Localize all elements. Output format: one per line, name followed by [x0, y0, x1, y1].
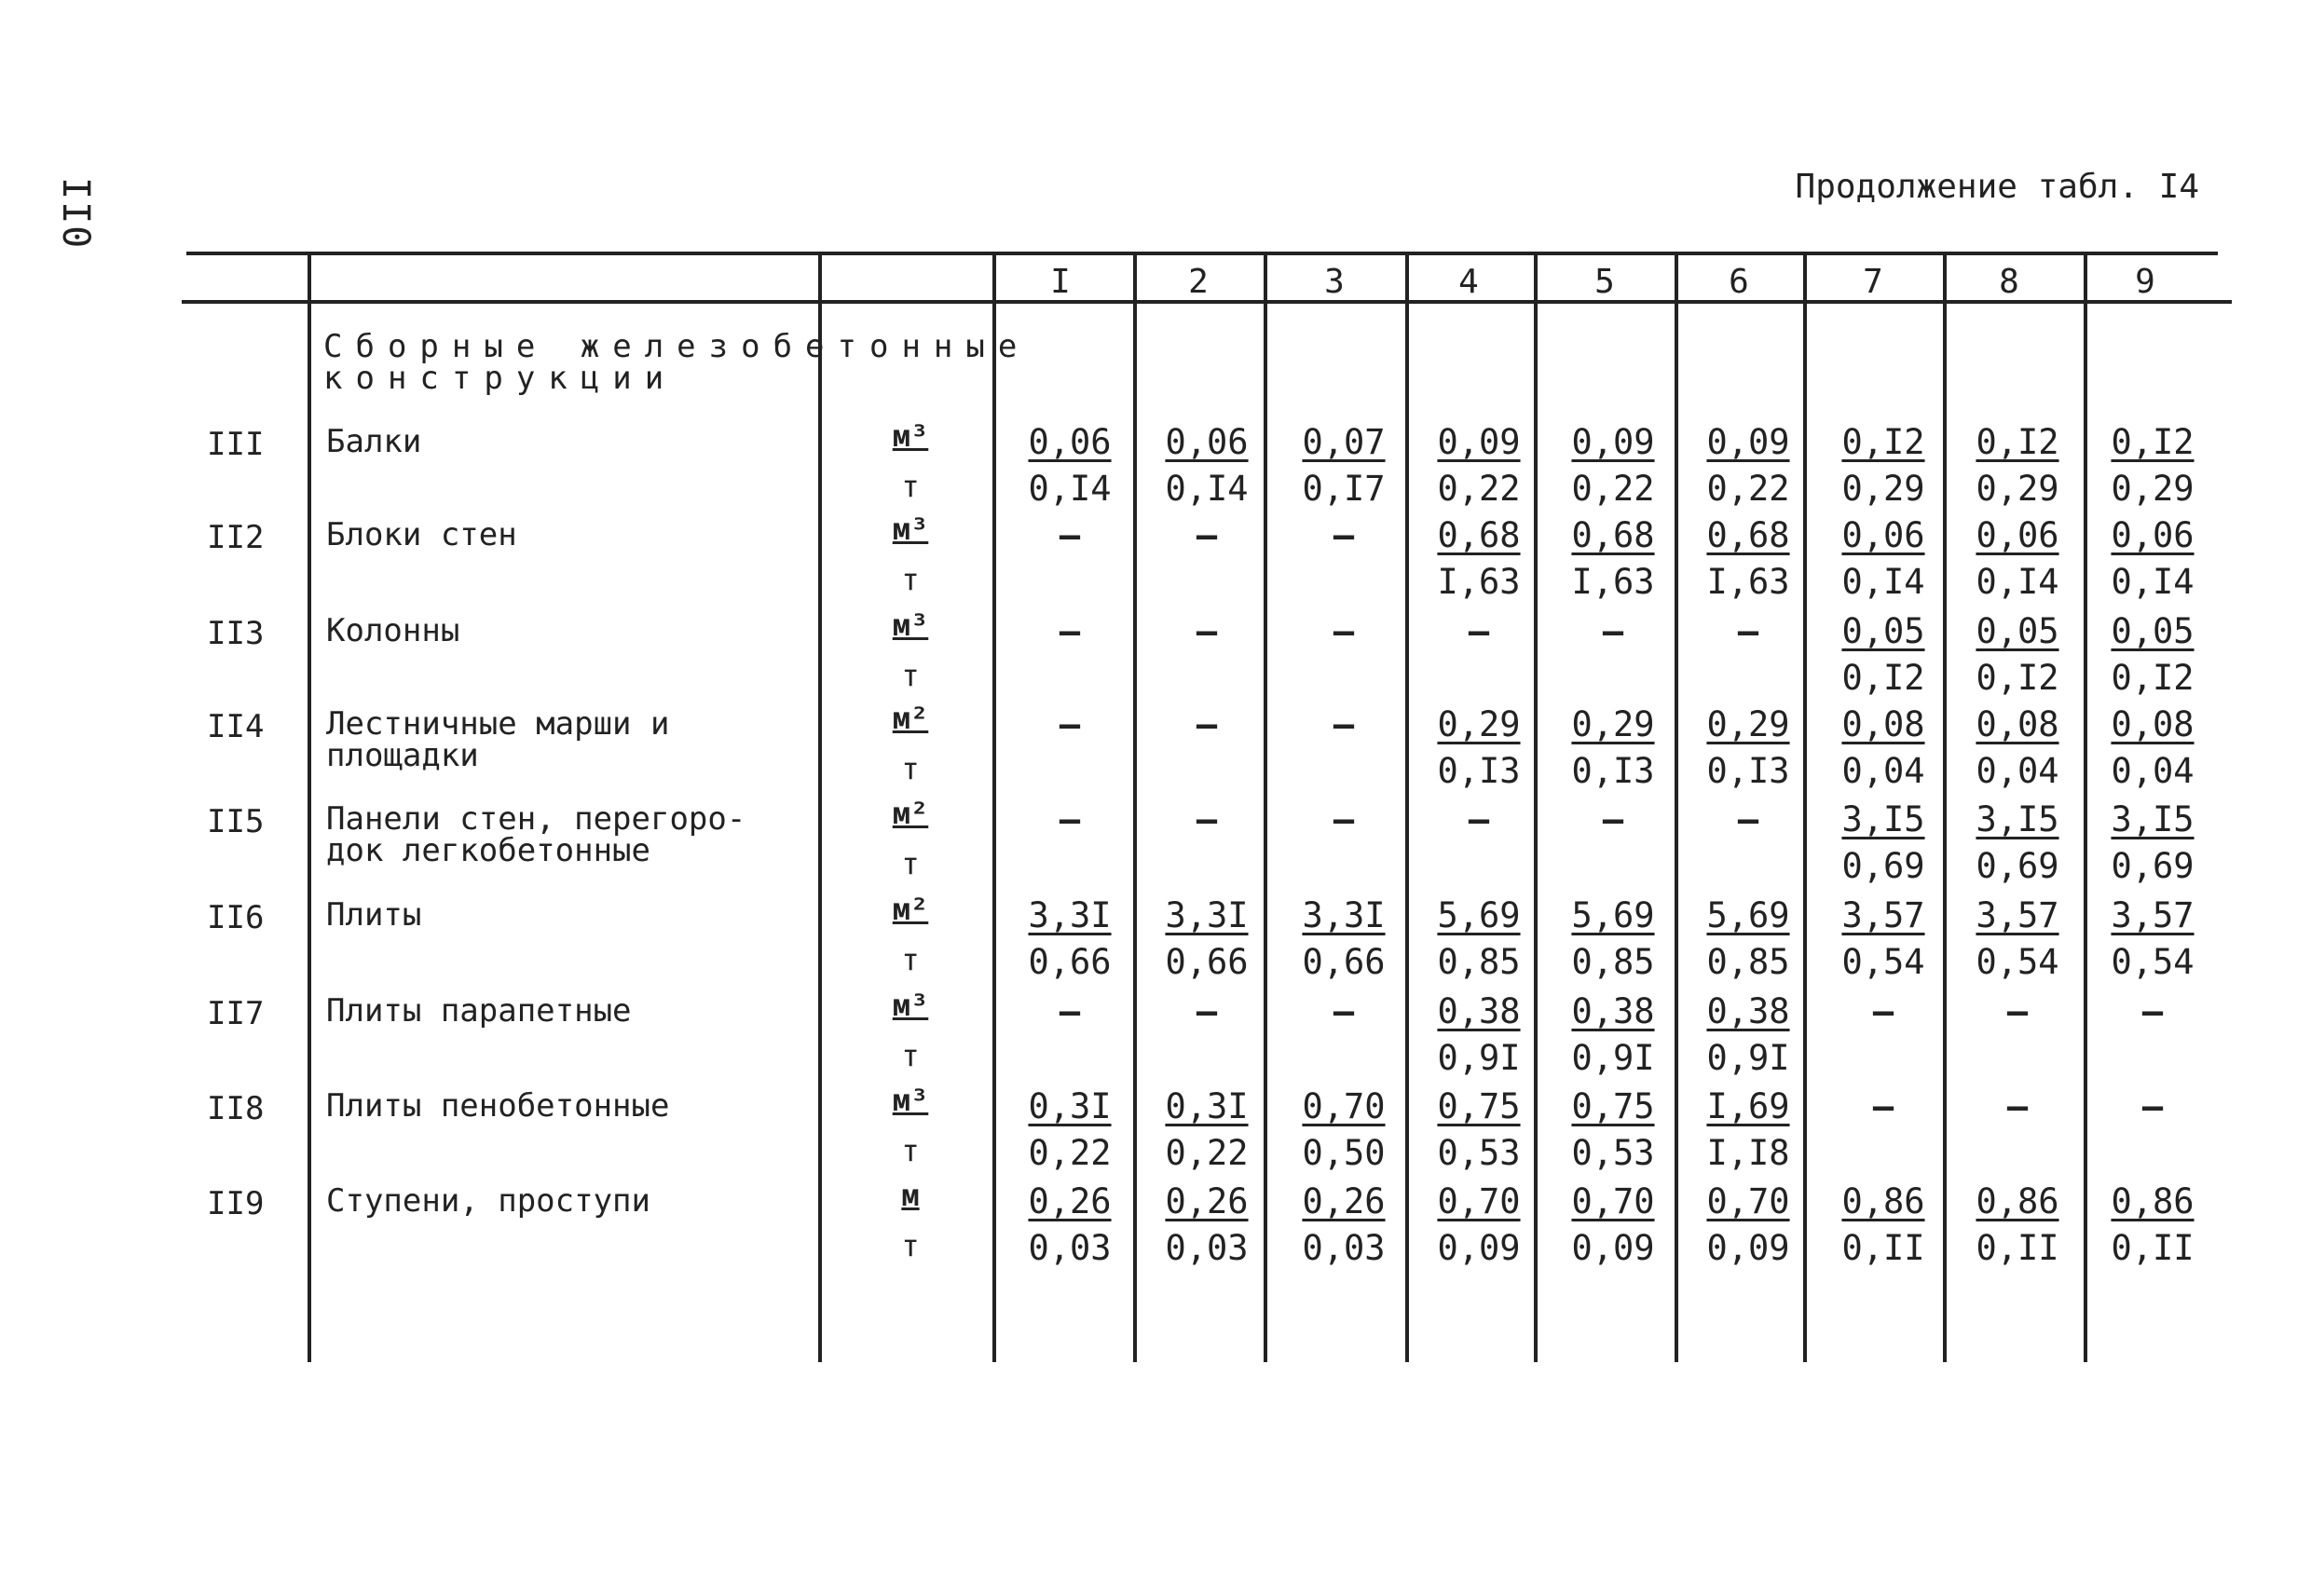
cell-upper: 3,57	[2111, 895, 2195, 935]
unit-lower: т	[901, 846, 920, 881]
row-name-line: Колонны	[326, 612, 460, 649]
cell-upper: 0,3I	[1165, 1086, 1249, 1126]
row-name-line: Панели стен, перегоро-	[326, 800, 746, 838]
cell-lower: 0,I4	[1028, 469, 1112, 509]
cell-upper: –	[1196, 704, 1218, 744]
header-col-9: 9	[2135, 263, 2155, 301]
cell-upper: 5,69	[1437, 895, 1521, 935]
table-caption: Продолжение табл. I4	[1795, 168, 2199, 206]
unit-upper: м²	[892, 796, 929, 831]
cell-upper: –	[2006, 991, 2029, 1031]
cell-upper: 0,05	[1976, 611, 2059, 651]
unit-lower: т	[901, 562, 920, 597]
cell-lower: 0,69	[1976, 846, 2059, 886]
row-number: II5	[207, 803, 265, 840]
row-name-line: док легкобетонные	[326, 832, 650, 869]
row-number: II9	[207, 1185, 265, 1222]
row-number: III	[207, 426, 265, 463]
section-title-line1: Сборные железобетонные	[323, 328, 1031, 365]
cell-upper: –	[1059, 991, 1081, 1031]
unit-upper: м³	[892, 1083, 929, 1118]
cell-upper: 3,I5	[2111, 799, 2195, 839]
cell-upper: –	[2006, 1086, 2029, 1126]
cell-lower: 0,I7	[1302, 469, 1386, 509]
cell-lower: I,63	[1706, 562, 1790, 602]
cell-upper: 3,3I	[1302, 895, 1386, 935]
section-title-line2: конструкции	[323, 360, 677, 397]
cell-upper: 5,69	[1571, 895, 1655, 935]
row-number: II2	[207, 519, 265, 556]
row-name-line: Ступени, проступи	[326, 1182, 650, 1220]
cell-upper: –	[1059, 611, 1081, 651]
unit-lower: т	[901, 658, 920, 693]
col-divider-unit	[992, 253, 996, 1362]
row-number: II8	[207, 1090, 265, 1127]
cell-lower: 0,04	[2111, 751, 2195, 791]
cell-upper: –	[1872, 1086, 1894, 1126]
cell-upper: 0,26	[1165, 1181, 1249, 1221]
cell-lower: 0,I3	[1437, 751, 1521, 791]
cell-lower: 0,22	[1028, 1133, 1112, 1173]
cell-lower: 0,29	[1976, 469, 2059, 509]
cell-lower: 0,9I	[1706, 1038, 1790, 1078]
cell-upper: –	[1196, 611, 1218, 651]
cell-upper: 0,08	[1976, 704, 2059, 744]
cell-upper: 0,29	[1437, 704, 1521, 744]
cell-upper: 0,06	[1841, 515, 1925, 555]
cell-lower: 0,II	[1841, 1228, 1925, 1268]
cell-lower: 0,22	[1571, 469, 1655, 509]
unit-upper: м	[901, 1178, 920, 1213]
section-title	[323, 328, 1031, 397]
cell-upper: –	[1468, 611, 1490, 651]
cell-upper: –	[1333, 704, 1355, 744]
cell-upper: –	[1059, 704, 1081, 744]
cell-upper: –	[1196, 799, 1218, 839]
cell-upper: 0,86	[1976, 1181, 2059, 1221]
cell-upper: 0,70	[1706, 1181, 1790, 1221]
cell-upper: 0,06	[1165, 422, 1249, 462]
cell-upper: 0,08	[2111, 704, 2195, 744]
cell-upper: –	[1196, 991, 1218, 1031]
cell-lower: 0,22	[1706, 469, 1790, 509]
cell-upper: 3,I5	[1841, 799, 1925, 839]
col-divider-num	[308, 253, 311, 1362]
cell-upper: 0,68	[1706, 515, 1790, 555]
cell-lower: 0,69	[2111, 846, 2195, 886]
cell-upper: –	[1602, 799, 1624, 839]
unit-upper: м²	[892, 892, 929, 927]
cell-lower: 0,I2	[1841, 658, 1925, 698]
header-col-4: 4	[1458, 263, 1479, 301]
cell-upper: 0,09	[1571, 422, 1655, 462]
cell-upper: –	[1737, 799, 1759, 839]
header-col-3: 3	[1324, 263, 1345, 301]
cell-lower: 0,53	[1571, 1133, 1655, 1173]
cell-upper: –	[1468, 799, 1490, 839]
row-name-line: Плиты пенобетонные	[326, 1087, 670, 1125]
cell-upper: 0,08	[1841, 704, 1925, 744]
row-name-line: Плиты	[326, 896, 422, 934]
cell-upper: 0,86	[1841, 1181, 1925, 1221]
cell-upper: 0,68	[1437, 515, 1521, 555]
cell-lower: 0,I4	[1976, 562, 2059, 602]
cell-lower: 0,09	[1571, 1228, 1655, 1268]
cell-lower: 0,53	[1437, 1133, 1521, 1173]
cell-lower: 0,66	[1028, 942, 1112, 982]
cell-upper: 0,09	[1706, 422, 1790, 462]
cell-lower: I,63	[1437, 562, 1521, 602]
row-name	[326, 612, 460, 649]
cell-lower: 0,85	[1437, 942, 1521, 982]
cell-lower: 0,66	[1302, 942, 1386, 982]
cell-lower: 0,04	[1976, 751, 2059, 791]
cell-lower: 0,I2	[1976, 658, 2059, 698]
row-name	[326, 423, 422, 460]
cell-upper: 0,70	[1437, 1181, 1521, 1221]
cell-upper: 0,09	[1437, 422, 1521, 462]
cell-lower: 0,03	[1028, 1228, 1112, 1268]
unit-upper: м³	[892, 418, 929, 454]
cell-upper: –	[1333, 799, 1355, 839]
row-name	[326, 516, 517, 553]
row-name-line: Блоки стен	[326, 516, 517, 553]
row-number: II6	[207, 899, 265, 936]
cell-lower: 0,85	[1706, 942, 1790, 982]
cell-upper: 0,75	[1571, 1086, 1655, 1126]
header-col-5: 5	[1594, 263, 1615, 301]
cell-upper: 0,26	[1302, 1181, 1386, 1221]
cell-upper: –	[1872, 991, 1894, 1031]
header-col-2: 2	[1188, 263, 1209, 301]
cell-lower: I,I8	[1706, 1133, 1790, 1173]
cell-lower: 0,54	[1976, 942, 2059, 982]
row-name-line: Лестничные марши и	[326, 705, 670, 743]
col-divider-3	[1405, 253, 1409, 1362]
cell-lower: 0,03	[1165, 1228, 1249, 1268]
row-name	[326, 800, 746, 869]
cell-lower: 0,69	[1841, 846, 1925, 886]
header-col-8: 8	[1999, 263, 2019, 301]
cell-lower: 0,I4	[1165, 469, 1249, 509]
cell-lower: 0,54	[1841, 942, 1925, 982]
row-name-line: площадки	[326, 737, 479, 774]
row-number: II3	[207, 615, 265, 652]
cell-upper: 0,07	[1302, 422, 1386, 462]
cell-lower: 0,29	[2111, 469, 2195, 509]
cell-upper: –	[1602, 611, 1624, 651]
cell-lower: I,63	[1571, 562, 1655, 602]
row-name-line: Плиты парапетные	[326, 992, 632, 1030]
cell-upper: 0,70	[1302, 1086, 1386, 1126]
row-name	[326, 1087, 670, 1125]
unit-lower: т	[901, 751, 920, 786]
unit-upper: м²	[892, 701, 929, 736]
col-divider-name	[818, 253, 822, 1362]
cell-upper: 3,57	[1841, 895, 1925, 935]
cell-upper: 0,I2	[1841, 422, 1925, 462]
cell-upper: –	[1333, 611, 1355, 651]
cell-upper: 0,26	[1028, 1181, 1112, 1221]
unit-upper: м³	[892, 512, 929, 547]
unit-lower: т	[901, 1228, 920, 1263]
cell-lower: 0,II	[1976, 1228, 2059, 1268]
header-col-7: 7	[1863, 263, 1883, 301]
cell-upper: 0,38	[1706, 991, 1790, 1031]
cell-upper: –	[1196, 515, 1218, 555]
table-top-rule	[186, 252, 2218, 255]
unit-upper: м³	[892, 607, 929, 643]
cell-lower: 0,66	[1165, 942, 1249, 982]
cell-upper: 0,38	[1571, 991, 1655, 1031]
cell-upper: 0,06	[1976, 515, 2059, 555]
cell-lower: 0,I3	[1706, 751, 1790, 791]
row-name	[326, 896, 422, 934]
cell-upper: I,69	[1706, 1086, 1790, 1126]
cell-lower: 0,I4	[2111, 562, 2195, 602]
unit-upper: м³	[892, 988, 929, 1023]
unit-lower: т	[901, 1133, 920, 1168]
cell-upper: 0,06	[2111, 515, 2195, 555]
header-col-1: I	[1050, 263, 1071, 301]
cell-upper: 0,06	[1028, 422, 1112, 462]
row-number: II7	[207, 995, 265, 1032]
cell-upper: 0,29	[1706, 704, 1790, 744]
cell-lower: 0,22	[1165, 1133, 1249, 1173]
cell-upper: 0,86	[2111, 1181, 2195, 1221]
cell-lower: 0,03	[1302, 1228, 1386, 1268]
cell-upper: 0,29	[1571, 704, 1655, 744]
col-divider-1	[1133, 253, 1137, 1362]
cell-upper: 3,57	[1976, 895, 2059, 935]
cell-lower: 0,9I	[1571, 1038, 1655, 1078]
cell-upper: 0,75	[1437, 1086, 1521, 1126]
cell-lower: 0,54	[2111, 942, 2195, 982]
cell-upper: 3,3I	[1028, 895, 1112, 935]
cell-upper: –	[1059, 515, 1081, 555]
cell-lower: 0,9I	[1437, 1038, 1521, 1078]
unit-lower: т	[901, 1038, 920, 1073]
cell-upper: 3,3I	[1165, 895, 1249, 935]
cell-upper: 0,70	[1571, 1181, 1655, 1221]
cell-upper: 0,05	[2111, 611, 2195, 651]
cell-upper: 0,I2	[1976, 422, 2059, 462]
cell-upper: –	[2141, 991, 2164, 1031]
cell-lower: 0,50	[1302, 1133, 1386, 1173]
col-divider-5	[1675, 253, 1678, 1362]
cell-upper: –	[1333, 991, 1355, 1031]
col-divider-8	[2084, 253, 2087, 1362]
cell-upper: 0,I2	[2111, 422, 2195, 462]
cell-lower: 0,09	[1706, 1228, 1790, 1268]
cell-upper: –	[2141, 1086, 2164, 1126]
cell-lower: 0,85	[1571, 942, 1655, 982]
cell-upper: 5,69	[1706, 895, 1790, 935]
unit-lower: т	[901, 942, 920, 977]
cell-lower: 0,I4	[1841, 562, 1925, 602]
cell-upper: –	[1059, 799, 1081, 839]
row-name	[326, 1182, 650, 1220]
row-name	[326, 992, 632, 1030]
cell-lower: 0,04	[1841, 751, 1925, 791]
cell-upper: –	[1333, 515, 1355, 555]
header-col-6: 6	[1729, 263, 1749, 301]
cell-upper: 0,38	[1437, 991, 1521, 1031]
cell-lower: 0,29	[1841, 469, 1925, 509]
cell-upper: 0,3I	[1028, 1086, 1112, 1126]
cell-upper: 0,68	[1571, 515, 1655, 555]
row-number: II4	[207, 708, 265, 745]
cell-lower: 0,09	[1437, 1228, 1521, 1268]
cell-lower: 0,II	[2111, 1228, 2195, 1268]
cell-lower: 0,22	[1437, 469, 1521, 509]
unit-lower: т	[901, 469, 920, 504]
cell-lower: 0,I3	[1571, 751, 1655, 791]
row-name	[326, 705, 670, 774]
cell-upper: –	[1737, 611, 1759, 651]
cell-lower: 0,I2	[2111, 658, 2195, 698]
page-number: II0	[54, 177, 97, 251]
cell-upper: 3,I5	[1976, 799, 2059, 839]
cell-upper: 0,05	[1841, 611, 1925, 651]
row-name-line: Балки	[326, 423, 422, 460]
